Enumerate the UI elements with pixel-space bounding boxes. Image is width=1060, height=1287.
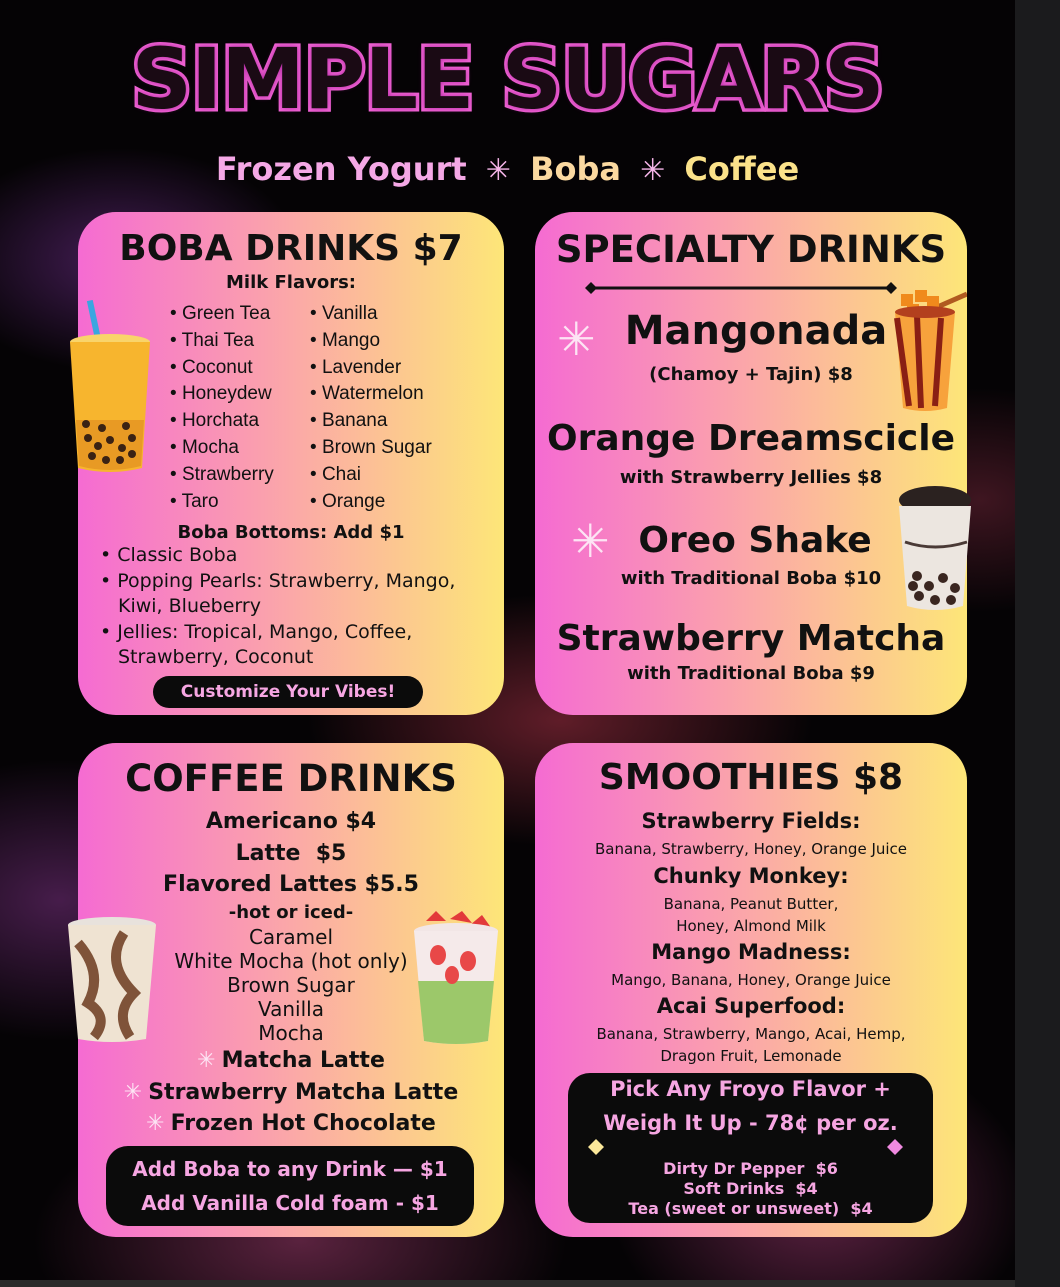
smoothie-name: Chunky Monkey: (653, 864, 849, 888)
list-item: • Banana (310, 408, 432, 435)
scrollbar-gutter (1015, 0, 1060, 1287)
specialty-coffee-item (78, 1080, 504, 1105)
item-label: Frozen Hot Chocolate (170, 1111, 436, 1136)
add-ons-box (106, 1146, 474, 1226)
coffee-title: COFFEE DRINKS (125, 757, 457, 800)
list-item: • Brown Sugar (310, 435, 432, 462)
list-item: • Coconut (170, 355, 274, 382)
froyo-line: Pick Any Froyo Flavor + (610, 1077, 891, 1101)
specialty-item-desc: with Traditional Boba $9 (627, 663, 875, 684)
list-item: • Mango (310, 328, 432, 355)
specialty-drinks-card (535, 212, 967, 715)
coffee-drinks-card (78, 743, 504, 1237)
specialty-item-desc: (Chamoy + Tajin) $8 (649, 364, 853, 385)
specialty-item-desc: with Strawberry Jellies $8 (619, 467, 883, 488)
milk-flavors-col1 (170, 301, 274, 515)
smoothie-ingredients: Mango, Banana, Honey, Orange Juice (611, 971, 891, 989)
sparkle-icon: ✳ (557, 312, 596, 366)
sparkle-icon: ✳ (123, 1080, 143, 1105)
specialty-item-name: Strawberry Matcha (556, 618, 946, 659)
subtitle-boba: Boba (530, 150, 621, 188)
boba-drinks-card (78, 212, 504, 715)
smoothie-name: Mango Madness: (651, 940, 851, 964)
subtitle-coffee: Coffee (684, 150, 800, 188)
specialty-item-desc: with Traditional Boba $10 (620, 568, 882, 589)
list-item: • Watermelon (310, 381, 432, 408)
list-item: • Classic Boba (100, 543, 490, 569)
mangonada-cup-icon (887, 288, 967, 414)
list-item: • Green Tea (170, 301, 274, 328)
list-item: • Lavender (310, 355, 432, 382)
milk-flavors-col2 (310, 301, 432, 515)
latte-flavor: Mocha (258, 1021, 324, 1045)
latte-flavor: White Mocha (hot only) (174, 949, 408, 973)
iced-latte-cup-icon (64, 913, 160, 1045)
list-item: • Jellies: Tropical, Mango, Coffee, Strawberry, Coconut (100, 620, 490, 671)
specialty-coffee-item (78, 1048, 504, 1073)
specialty-item-name: Orange Dreamscicle (546, 418, 956, 459)
smoothie-ingredients: Banana, Peanut Butter, Honey, Almond Milk (663, 895, 839, 935)
smoothie-name: Acai Superfood: (656, 994, 846, 1018)
latte-price: Latte $5 (235, 841, 347, 866)
latte-flavor: Vanilla (258, 997, 324, 1021)
brand-title: SIMPLE SUGARS (131, 30, 884, 128)
divider-line (585, 282, 897, 294)
list-item: • Strawberry (170, 462, 274, 489)
divider-line (588, 1139, 903, 1155)
sparkle-icon: ✳ (197, 1048, 216, 1073)
bottom-edge (0, 1280, 1015, 1287)
smoothies-title: SMOOTHIES $8 (598, 757, 904, 798)
list-item: • Vanilla (310, 301, 432, 328)
specialty-item-name: Mangonada (624, 308, 888, 354)
flavored-lattes-price: Flavored Lattes $5.5 (163, 872, 419, 897)
smoothie-ingredients: Banana, Strawberry, Honey, Orange Juice (594, 840, 908, 858)
hot-or-iced-note: -hot or iced- (228, 902, 354, 923)
subtitle-froyo: Frozen Yogurt (215, 150, 467, 188)
specialty-coffee-item (78, 1111, 504, 1136)
add-on-line: Add Boba to any Drink — $1 (132, 1157, 448, 1181)
list-item: • Honeydew (170, 381, 274, 408)
latte-flavor: Brown Sugar (227, 973, 355, 997)
sparkle-icon: ✳ (146, 1111, 165, 1136)
extra-drink: Soft Drinks $4 (683, 1179, 818, 1198)
boba-title: BOBA DRINKS $7 (119, 228, 463, 269)
boba-bottoms-heading: Boba Bottoms: Add $1 (177, 522, 405, 543)
specialty-title: SPECIALTY DRINKS (555, 228, 947, 271)
brand-subtitle (0, 150, 1015, 188)
latte-flavor: Caramel (248, 925, 334, 949)
list-item: • Mocha (170, 435, 274, 462)
list-item: • Taro (170, 489, 274, 516)
sparkle-icon: ✳ (485, 153, 511, 188)
froyo-box (568, 1073, 933, 1223)
boba-bottoms-list (100, 543, 490, 671)
list-item: • Chai (310, 462, 432, 489)
extra-drink: Tea (sweet or unsweet) $4 (628, 1199, 873, 1218)
smoothie-ingredients: Banana, Strawberry, Mango, Acai, Hemp, Dragon Fruit, Lemonade (596, 1025, 906, 1065)
specialty-item-name: Oreo Shake (638, 520, 872, 561)
item-label: Matcha Latte (221, 1048, 385, 1073)
add-on-line: Add Vanilla Cold foam - $1 (141, 1191, 439, 1215)
sparkle-icon: ✳ (640, 153, 666, 188)
americano-price: Americano $4 (205, 809, 377, 834)
customize-badge: Customize Your Vibes! (153, 676, 423, 708)
list-item: • Orange (310, 489, 432, 516)
item-label: Strawberry Matcha Latte (148, 1080, 459, 1105)
strawberry-matcha-cup-icon (406, 911, 504, 1047)
smoothies-card (535, 743, 967, 1237)
froyo-line: Weigh It Up - 78¢ per oz. (603, 1111, 898, 1135)
oreo-shake-cup-icon (889, 482, 981, 614)
smoothie-name: Strawberry Fields: (641, 809, 861, 833)
list-item: • Popping Pearls: Strawberry, Mango, Kiwi, Blueberry (100, 569, 490, 620)
list-item: • Thai Tea (170, 328, 274, 355)
extra-drink: Dirty Dr Pepper $6 (663, 1159, 838, 1178)
sparkle-icon: ✳ (571, 514, 610, 568)
milk-flavors-heading: Milk Flavors: (226, 272, 356, 293)
list-item: • Horchata (170, 408, 274, 435)
boba-cup-icon (66, 300, 152, 475)
